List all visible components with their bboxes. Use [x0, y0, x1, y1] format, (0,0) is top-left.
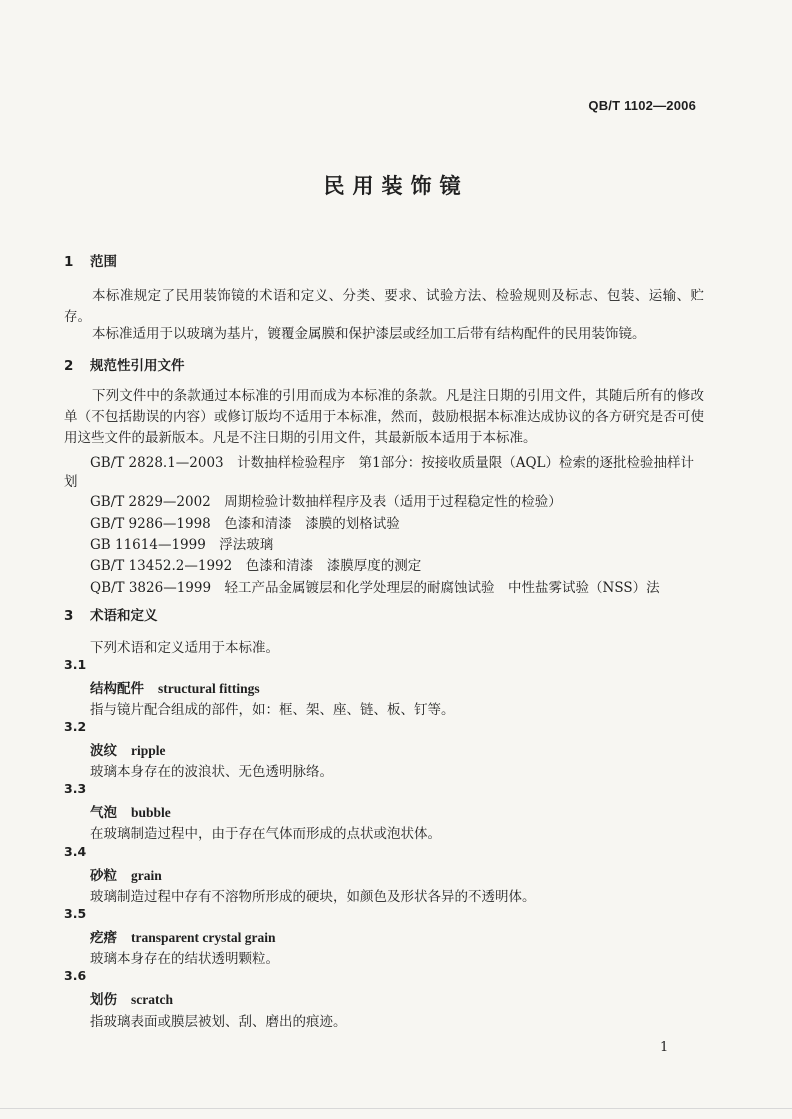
- term-heading: [90, 677, 260, 697]
- section-title: 范围: [90, 254, 117, 270]
- section-number: 3: [64, 608, 74, 624]
- section-title: 术语和定义: [90, 608, 158, 624]
- term-heading: [90, 739, 166, 759]
- reference-item-continuation: 划: [64, 474, 78, 490]
- terms-intro: 下列术语和定义适用于本标准。: [90, 640, 279, 656]
- term-en: ripple: [131, 743, 166, 758]
- term-zh: 波纹: [90, 743, 117, 759]
- term-number: 3.3: [64, 781, 87, 796]
- scan-edge-line: [0, 1108, 792, 1109]
- term-en: structural fittings: [158, 681, 260, 696]
- scope-paragraph-1: 本标准规定了民用装饰镜的术语和定义、分类、要求、试验方法、检验规则及标志、包装、运输、贮存。: [64, 288, 704, 325]
- term-heading: [90, 864, 162, 884]
- section-number: 2: [64, 358, 74, 374]
- reference-item: GB/T 2829—2002 周期检验计数抽样程序及表（适用于过程稳定性的检验）: [90, 494, 562, 510]
- reference-item: QB/T 3826—1999 轻工产品金属镀层和化学处理层的耐腐蚀试验 中性盐雾试验（NSS）法: [90, 580, 660, 596]
- term-number: 3.6: [64, 968, 87, 983]
- term-number: 3.4: [64, 844, 87, 859]
- term-definition: 在玻璃制造过程中，由于存在气体而形成的点状或泡状体。: [90, 826, 441, 842]
- reference-item: GB 11614—1999 浮法玻璃: [90, 537, 274, 553]
- scope-paragraph-2: 本标准适用于以玻璃为基片，镀覆金属膜和保护漆层或经加工后带有结构配件的民用装饰镜。: [92, 326, 646, 342]
- section-3-heading: [64, 604, 158, 624]
- term-definition: 指与镜片配合组成的部件，如：框、架、座、链、板、钉等。: [90, 702, 455, 718]
- section-1-heading: [64, 250, 117, 270]
- term-definition: 玻璃本身存在的结状透明颗粒。: [90, 951, 279, 967]
- normative-intro: 下列文件中的条款通过本标准的引用而成为本标准的条款。凡是注日期的引用文件，其随后所有的修改单（不包括勘误的内容）或修订版均不适用于本标准，然而，鼓励根据本标准达成协议的各方研究是否可使用这些文件的最新版本。凡是不注日期的引用文件，其最新版本适用于本标准。: [64, 388, 704, 446]
- section-title: 规范性引用文件: [90, 358, 185, 374]
- term-en: bubble: [131, 805, 171, 820]
- term-heading: [90, 926, 276, 946]
- section-number: 1: [64, 254, 74, 270]
- term-zh: 气泡: [90, 805, 117, 821]
- term-zh: 结构配件: [90, 681, 144, 697]
- term-en: scratch: [131, 992, 173, 1007]
- reference-item: GB/T 13452.2—1992 色漆和清漆 漆膜厚度的测定: [90, 558, 422, 574]
- term-en: transparent crystal grain: [131, 930, 276, 945]
- term-zh: 疙瘩: [90, 930, 117, 946]
- term-number: 3.1: [64, 657, 87, 672]
- term-heading: [90, 988, 173, 1008]
- reference-item: GB/T 2828.1—2003 计数抽样检验程序 第1部分：按接收质量限（AQL）检索的逐批检验抽样计: [90, 455, 695, 471]
- term-definition: 玻璃本身存在的波浪状、无色透明脉络。: [90, 764, 333, 780]
- term-zh: 划伤: [90, 992, 117, 1008]
- reference-item: GB/T 9286—1998 色漆和清漆 漆膜的划格试验: [90, 516, 400, 532]
- term-number: 3.2: [64, 719, 87, 734]
- page-number: 1: [660, 1040, 669, 1055]
- standard-code: QB/T 1102—2006: [588, 98, 696, 113]
- term-zh: 砂粒: [90, 868, 117, 884]
- term-number: 3.5: [64, 906, 87, 921]
- term-definition: 玻璃制造过程中存有不溶物所形成的硬块，如颜色及形状各异的不透明体。: [90, 889, 536, 905]
- term-definition: 指玻璃表面或膜层被划、刮、磨出的痕迹。: [90, 1014, 347, 1030]
- section-2-heading: [64, 354, 185, 374]
- term-heading: [90, 801, 171, 821]
- page-title: 民用装饰镜: [323, 174, 469, 198]
- term-en: grain: [131, 868, 162, 883]
